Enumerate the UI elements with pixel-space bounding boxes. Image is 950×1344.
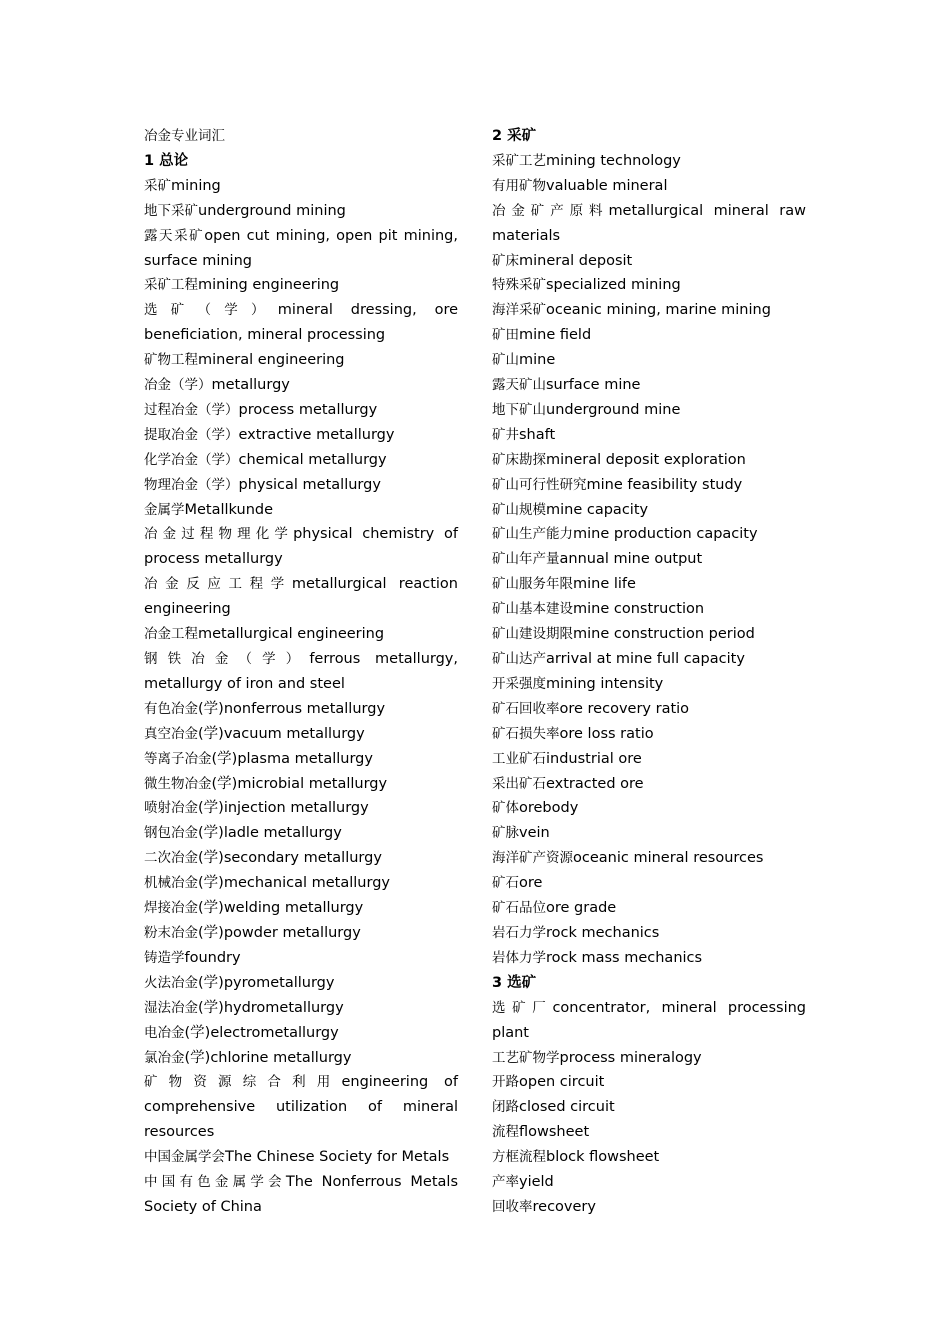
english-term: open cut mining, open pit mining, surface mining (144, 227, 458, 269)
chinese-term: 矿脉 (492, 825, 519, 842)
glossary-entry (144, 896, 458, 921)
english-term: open circuit (519, 1074, 605, 1091)
glossary-entry (492, 273, 806, 298)
english-term: specialized mining (546, 277, 681, 294)
english-term: physical metallurgy (238, 476, 381, 493)
english-term: mine feasibility study (586, 476, 743, 493)
glossary-entry (492, 298, 806, 323)
english-term: mineral deposit (519, 252, 633, 269)
english-term: (学)electrometallurgy (184, 1024, 339, 1041)
chinese-term: 矿井 (492, 426, 519, 443)
glossary-entry (492, 697, 806, 722)
glossary-entry (144, 572, 458, 622)
english-term: rock mechanics (546, 924, 660, 941)
chinese-term: 开采强度 (492, 675, 546, 692)
chinese-term: 地下矿山 (492, 401, 546, 418)
chinese-term: 工艺矿物学 (492, 1049, 560, 1066)
english-term: metallurgy (211, 377, 290, 394)
glossary-entry (492, 946, 806, 971)
english-term: oceanic mining, marine mining (546, 302, 771, 319)
english-term: ore (519, 875, 543, 892)
glossary-entry (492, 323, 806, 348)
chinese-term: 过程冶金（学） (144, 401, 239, 418)
chinese-term: 矿山 (492, 352, 519, 369)
glossary-entry (144, 473, 458, 498)
right-entries (492, 124, 806, 1220)
glossary-entry (144, 448, 458, 473)
english-term: process metallurgy (238, 401, 378, 418)
chinese-term: 海洋采矿 (492, 302, 546, 319)
glossary-entry (144, 1046, 458, 1071)
glossary-entry (144, 522, 458, 572)
chinese-term: 微生物冶金 (144, 775, 212, 792)
english-term: physical chemistry of process metallurgy (144, 526, 458, 568)
glossary-entry (492, 174, 806, 199)
english-term: (学)mechanical metallurgy (198, 875, 390, 892)
document-title: 冶金专业词汇 (144, 128, 225, 144)
chinese-term: 机械冶金 (144, 875, 198, 892)
chinese-term: 金属学 (144, 501, 185, 518)
english-term: concentrator, mineral processing plant (492, 999, 807, 1041)
glossary-entry (492, 846, 806, 871)
glossary-entry (492, 996, 806, 1046)
chinese-term: 矿物资源综合利用 (144, 1074, 342, 1091)
english-term: (学)injection metallurgy (198, 800, 369, 817)
glossary-entry (492, 821, 806, 846)
glossary-entry (492, 398, 806, 423)
section-heading: 3 选矿 (492, 974, 537, 991)
english-term: metallurgical reaction engineering (144, 576, 458, 618)
english-term: ferrous metallurgy, metallurgy of iron and steel (144, 651, 458, 692)
chinese-term: 电冶金 (144, 1024, 185, 1041)
glossary-entry (144, 871, 458, 896)
chinese-term: 闭路 (492, 1099, 519, 1116)
chinese-term: 矿山可行性研究 (492, 476, 587, 493)
glossary-entry (492, 572, 806, 597)
english-term: block flowsheet (546, 1149, 660, 1166)
chinese-term: 矿田 (492, 327, 519, 344)
glossary-entry (144, 996, 458, 1021)
glossary-entry (492, 199, 806, 249)
english-term: (学)chlorine metallurgy (184, 1049, 352, 1066)
english-term: mine life (573, 576, 636, 593)
glossary-entry (492, 871, 806, 896)
chinese-term: 矿山建设期限 (492, 626, 573, 643)
chinese-term: 矿山基本建设 (492, 601, 573, 618)
chinese-term: 矿石回收率 (492, 700, 560, 717)
glossary-entry (492, 622, 806, 647)
chinese-term: 矿体 (492, 800, 519, 817)
chinese-term: 海洋矿产资源 (492, 850, 573, 867)
english-term: (学)pyrometallurgy (198, 974, 335, 991)
english-term: mine construction period (573, 626, 755, 643)
english-term: underground mine (546, 401, 681, 418)
chinese-term: 采出矿石 (492, 775, 546, 792)
chinese-term: 露天矿山 (492, 377, 546, 394)
glossary-entry (492, 348, 806, 373)
glossary-entry (144, 1021, 458, 1046)
english-term: rock mass mechanics (546, 949, 703, 966)
english-term: chemical metallurgy (238, 451, 387, 468)
chinese-term: 火法冶金 (144, 974, 198, 991)
chinese-term: 露天采矿 (144, 227, 205, 244)
glossary-entry (492, 647, 806, 672)
chinese-term: 采矿工艺 (492, 152, 546, 169)
chinese-term: 采矿 (144, 177, 171, 194)
glossary-entry (492, 498, 806, 523)
glossary-entry (144, 348, 458, 373)
chinese-term: 中国有色金属学会 (144, 1174, 286, 1191)
chinese-term: 矿床勘探 (492, 451, 546, 468)
chinese-term: 粉末冶金 (144, 924, 198, 941)
glossary-entry (492, 149, 806, 174)
chinese-term: 矿石损失率 (492, 725, 560, 742)
chinese-term: 选矿（学） (144, 302, 278, 319)
english-term: metallurgical engineering (198, 626, 385, 643)
english-term: process mineralogy (559, 1049, 702, 1066)
chinese-term: 钢铁冶金（学） (144, 651, 310, 667)
english-term: valuable mineral (546, 177, 668, 194)
chinese-term: 选矿厂 (492, 999, 553, 1016)
glossary-entry (144, 722, 458, 747)
glossary-entry (144, 174, 458, 199)
glossary-entry (492, 896, 806, 921)
english-term: (学)microbial metallurgy (211, 775, 388, 792)
glossary-entry (144, 1070, 458, 1145)
glossary-entry (144, 273, 458, 298)
glossary-entry (144, 199, 458, 224)
english-term: mine capacity (546, 501, 649, 518)
chinese-term: 氯冶金 (144, 1049, 185, 1066)
chinese-term: 化学冶金（学） (144, 451, 239, 468)
section-heading: 2 采矿 (492, 128, 537, 144)
english-term: (学)plasma metallurgy (211, 750, 373, 767)
glossary-entry (492, 522, 806, 547)
english-term: mine production capacity (573, 526, 758, 543)
glossary-entry (492, 1095, 806, 1120)
glossary-entry (144, 747, 458, 772)
chinese-term: 喷射冶金 (144, 800, 198, 817)
glossary-entry (492, 597, 806, 622)
english-term: The Chinese Society for Metals (225, 1149, 450, 1166)
chinese-term: 采矿工程 (144, 277, 198, 294)
english-term: closed circuit (519, 1099, 615, 1116)
glossary-entry (144, 1170, 458, 1220)
english-term: ore loss ratio (559, 725, 654, 742)
english-term: recovery (532, 1198, 596, 1215)
glossary-entry (492, 373, 806, 398)
english-term: orebody (519, 800, 579, 817)
chinese-term: 物理冶金（学） (144, 476, 239, 493)
glossary-entry (492, 448, 806, 473)
english-term: (学)secondary metallurgy (198, 850, 382, 867)
chinese-term: 回收率 (492, 1198, 533, 1215)
glossary-entry (144, 498, 458, 523)
glossary-entry (144, 846, 458, 871)
english-term: The Nonferrous Metals Society of China (144, 1174, 459, 1215)
chinese-term: 岩体力学 (492, 949, 546, 966)
english-term: mining (171, 177, 221, 194)
english-term: industrial ore (546, 750, 642, 767)
english-term: vein (519, 825, 550, 842)
section-heading: 1 总论 (144, 152, 189, 169)
left-column (144, 124, 458, 1220)
glossary-entry (144, 622, 458, 647)
chinese-term: 流程 (492, 1124, 519, 1141)
english-term: ore recovery ratio (559, 700, 690, 717)
english-term: extracted ore (546, 775, 644, 792)
glossary-entry (144, 796, 458, 821)
english-term: ore grade (546, 900, 617, 917)
glossary-entry (144, 647, 458, 697)
chinese-term: 湿法冶金 (144, 999, 198, 1016)
english-term: metallurgical mineral raw materials (492, 202, 806, 244)
glossary-entry (144, 398, 458, 423)
english-term: mineral engineering (198, 352, 345, 369)
english-term: mine (519, 352, 556, 369)
chinese-term: 冶金工程 (144, 626, 198, 643)
glossary-entry (144, 423, 458, 448)
english-term: underground mining (198, 202, 346, 219)
left-entries (144, 149, 458, 1220)
english-term: mining engineering (198, 277, 340, 294)
chinese-term: 矿物工程 (144, 352, 198, 369)
glossary-entry (492, 473, 806, 498)
english-term: mine field (519, 327, 592, 344)
english-term: extractive metallurgy (238, 426, 395, 443)
english-term: Metallkunde (184, 501, 274, 518)
english-term: oceanic mineral resources (573, 850, 764, 867)
glossary-entry (492, 423, 806, 448)
chinese-term: 岩石力学 (492, 924, 546, 941)
english-term: surface mine (546, 377, 641, 394)
english-term: (学)powder metallurgy (198, 924, 361, 941)
chinese-term: 矿山服务年限 (492, 576, 573, 593)
glossary-entry (492, 1145, 806, 1170)
glossary-entry (144, 946, 458, 971)
chinese-term: 矿山年产量 (492, 551, 560, 568)
glossary-entry (492, 796, 806, 821)
glossary-entry (144, 298, 458, 348)
english-term: mineral deposit exploration (546, 451, 746, 468)
chinese-term: 矿石 (492, 875, 519, 892)
right-column (492, 124, 806, 1220)
chinese-term: 真空冶金 (144, 725, 198, 742)
glossary-entry (492, 1120, 806, 1145)
chinese-term: 冶金过程物理化学 (144, 526, 294, 543)
glossary-entry (144, 224, 458, 274)
chinese-term: 二次冶金 (144, 850, 198, 867)
chinese-term: 工业矿石 (492, 750, 546, 767)
chinese-term: 钢包冶金 (144, 825, 198, 842)
chinese-term: 等离子冶金 (144, 750, 212, 767)
glossary-entry (492, 1046, 806, 1071)
english-term: mineral dressing, ore beneficiation, mineral processing (144, 302, 459, 344)
chinese-term: 矿山生产能力 (492, 526, 573, 543)
chinese-term: 特殊采矿 (492, 277, 546, 294)
chinese-term: 中国金属学会 (144, 1149, 225, 1166)
english-term: mining intensity (546, 675, 664, 692)
english-term: engineering of comprehensive utilization of mineral resources (144, 1074, 458, 1141)
glossary-entry (492, 722, 806, 747)
english-term: flowsheet (519, 1124, 590, 1141)
english-term: mining technology (546, 152, 681, 169)
chinese-term: 开路 (492, 1074, 519, 1091)
chinese-term: 有用矿物 (492, 177, 546, 194)
glossary-entry (492, 672, 806, 697)
glossary-entry (492, 1195, 806, 1220)
glossary-entry (492, 747, 806, 772)
chinese-term: 产率 (492, 1174, 519, 1191)
glossary-entry (144, 971, 458, 996)
english-term: shaft (519, 426, 556, 443)
glossary-entry (144, 1145, 458, 1170)
glossary-entry (492, 772, 806, 797)
glossary-entry (144, 697, 458, 722)
english-term: foundry (184, 949, 241, 966)
english-term: (学)welding metallurgy (198, 900, 364, 917)
chinese-term: 矿床 (492, 252, 519, 269)
glossary-entry (492, 921, 806, 946)
glossary-entry (144, 921, 458, 946)
chinese-term: 焊接冶金 (144, 900, 198, 917)
english-term: yield (519, 1174, 554, 1191)
english-term: (学)hydrometallurgy (198, 999, 344, 1016)
english-term: (学)vacuum metallurgy (198, 725, 365, 742)
english-term: mine construction (573, 601, 705, 618)
chinese-term: 冶金（学） (144, 377, 212, 394)
english-term: (学)ladle metallurgy (198, 825, 342, 842)
chinese-term: 矿山规模 (492, 501, 546, 518)
chinese-term: 提取冶金（学） (144, 426, 239, 443)
glossary-entry (492, 1070, 806, 1095)
chinese-term: 冶金反应工程学 (144, 576, 292, 593)
glossary-entry (492, 249, 806, 274)
glossary-entry (144, 373, 458, 398)
glossary-entry (144, 821, 458, 846)
chinese-term: 矿石品位 (492, 900, 546, 917)
glossary-entry (492, 1170, 806, 1195)
english-term: arrival at mine full capacity (546, 651, 745, 668)
chinese-term: 冶金矿产原料 (492, 202, 609, 219)
english-term: annual mine output (559, 551, 703, 568)
chinese-term: 矿山达产 (492, 651, 546, 668)
chinese-term: 地下采矿 (144, 202, 198, 219)
chinese-term: 铸造学 (144, 949, 185, 966)
chinese-term: 方框流程 (492, 1149, 546, 1166)
chinese-term: 有色冶金 (144, 700, 198, 717)
glossary-entry (492, 547, 806, 572)
english-term: (学)nonferrous metallurgy (198, 700, 386, 717)
glossary-entry (144, 772, 458, 797)
